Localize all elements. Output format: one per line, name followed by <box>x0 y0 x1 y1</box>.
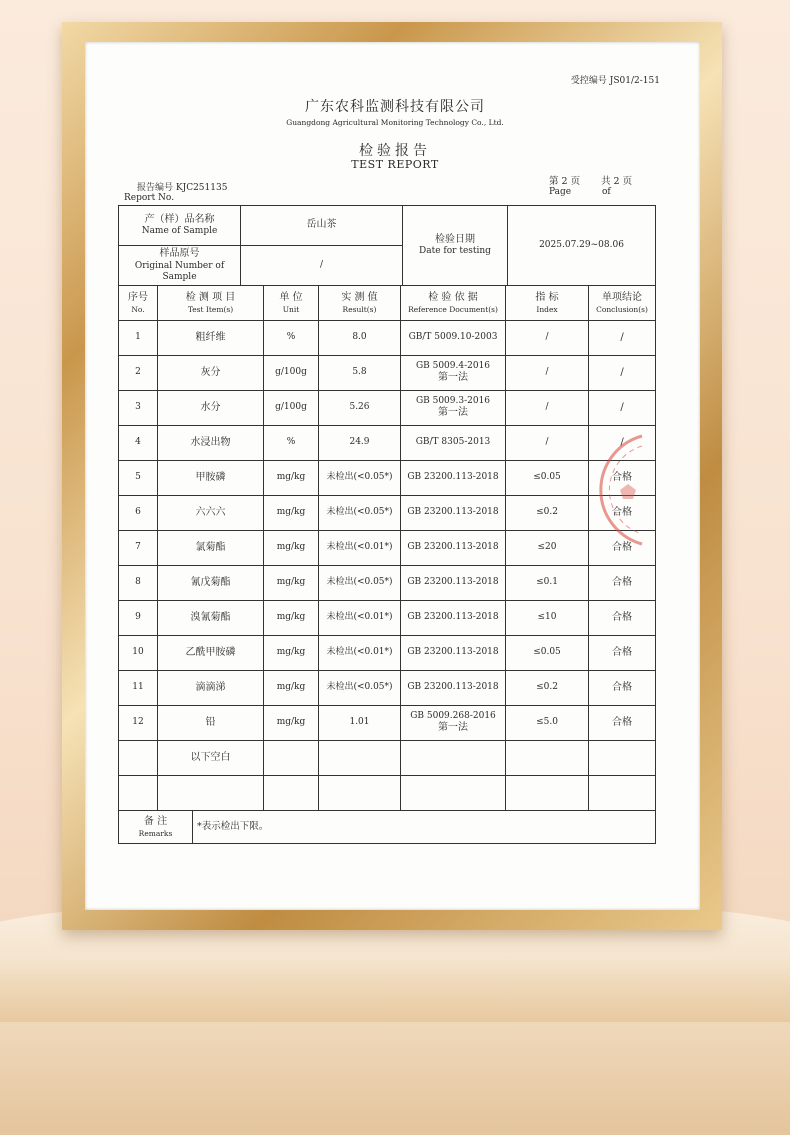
conclusion: / <box>589 426 656 461</box>
conclusion: / <box>589 391 656 426</box>
report-title-en: TEST REPORT <box>351 158 439 171</box>
conclusion: 合格 <box>589 461 656 496</box>
page-total-cn: 共 2 页 <box>601 176 633 187</box>
empty-cell <box>506 741 589 776</box>
test-item: 灰分 <box>158 356 264 391</box>
table-row <box>119 566 656 601</box>
row-no: 5 <box>119 461 158 496</box>
row-no: 10 <box>119 636 158 671</box>
remarks-label: 备 注 Remarks <box>119 811 193 844</box>
reference-doc-line1: GB 23200.113-2018 <box>407 612 499 623</box>
header-unit: 单 位 Unit <box>264 286 319 321</box>
result: 未检出(<0.05*) <box>319 566 401 601</box>
blank-note: 以下空白 <box>158 741 264 776</box>
unit: mg/kg <box>264 706 319 741</box>
row-no: 3 <box>119 391 158 426</box>
test-item: 粗纤维 <box>158 321 264 356</box>
header-index: 指 标 Index <box>506 286 589 321</box>
row-no: 2 <box>119 356 158 391</box>
table-row <box>119 636 656 671</box>
test-item: 氰戊菊酯 <box>158 566 264 601</box>
reference-doc-line1: GB 23200.113-2018 <box>407 472 499 483</box>
red-seal-stamp <box>580 430 660 550</box>
test-item: 铅 <box>158 706 264 741</box>
unit: g/100g <box>264 356 319 391</box>
index: ≤10 <box>506 601 589 636</box>
row-no: 9 <box>119 601 158 636</box>
row-no: 1 <box>119 321 158 356</box>
reference-doc-line1: GB 23200.113-2018 <box>407 542 499 553</box>
test-item: 甲胺磷 <box>158 461 264 496</box>
conclusion: / <box>589 356 656 391</box>
unit: mg/kg <box>264 671 319 706</box>
table-row <box>119 321 656 356</box>
index: ≤0.2 <box>506 671 589 706</box>
empty-cell <box>264 776 319 811</box>
reference-doc-line2: 第一法 <box>438 722 468 734</box>
conclusion: 合格 <box>589 671 656 706</box>
conclusion: 合格 <box>589 566 656 601</box>
empty-cell <box>158 776 264 811</box>
unit: % <box>264 426 319 461</box>
result: 未检出(<0.05*) <box>319 671 401 706</box>
reference-doc-line1: GB/T 5009.10-2003 <box>408 332 498 343</box>
result: 未检出(<0.05*) <box>319 461 401 496</box>
reference-doc-line2: 第一法 <box>438 407 468 419</box>
index: / <box>506 356 589 391</box>
result: 5.26 <box>319 391 401 426</box>
reference-doc <box>401 461 506 496</box>
reference-doc <box>401 356 506 391</box>
page-label-en: Page <box>549 187 572 197</box>
test-item: 乙酰甲胺磷 <box>158 636 264 671</box>
index: ≤0.05 <box>506 636 589 671</box>
table-row <box>119 496 656 531</box>
empty-cell <box>319 741 401 776</box>
original-number-value: / <box>241 246 403 286</box>
reference-doc <box>401 601 506 636</box>
reference-doc <box>401 391 506 426</box>
unit: mg/kg <box>264 531 319 566</box>
header-no: 序号 No. <box>119 286 158 321</box>
empty-cell <box>319 776 401 811</box>
result: 未检出(<0.01*) <box>319 636 401 671</box>
remarks-text: *表示检出下限。 <box>193 811 656 844</box>
conclusion: 合格 <box>589 636 656 671</box>
remarks-table <box>118 810 656 844</box>
test-item: 水浸出物 <box>158 426 264 461</box>
table-row <box>119 356 656 391</box>
table-row <box>119 601 656 636</box>
empty-cell <box>119 776 158 811</box>
reference-doc-line1: GB 23200.113-2018 <box>407 647 499 658</box>
report-number: 报告编号 KJC251135 <box>137 183 228 193</box>
sample-info-table <box>118 205 656 286</box>
reference-doc <box>401 426 506 461</box>
reference-doc-line2: 第一法 <box>438 372 468 384</box>
index: / <box>506 391 589 426</box>
result: 未检出(<0.05*) <box>319 496 401 531</box>
report-title-cn: 检验报告 <box>359 143 431 159</box>
index: ≤20 <box>506 531 589 566</box>
reference-doc <box>401 496 506 531</box>
reference-doc-line1: GB 23200.113-2018 <box>407 507 499 518</box>
unit: mg/kg <box>264 566 319 601</box>
reference-doc-line1: GB 23200.113-2018 <box>407 577 499 588</box>
conclusion: / <box>589 321 656 356</box>
conclusion: 合格 <box>589 496 656 531</box>
row-no: 12 <box>119 706 158 741</box>
unit: % <box>264 321 319 356</box>
test-item: 滴滴涕 <box>158 671 264 706</box>
empty-cell <box>401 776 506 811</box>
empty-cell <box>589 776 656 811</box>
reference-doc <box>401 321 506 356</box>
table-row <box>119 426 656 461</box>
empty-cell <box>119 741 158 776</box>
reference-doc-line1: GB 5009.4-2016 <box>415 361 491 372</box>
result: 5.8 <box>319 356 401 391</box>
table-row <box>119 391 656 426</box>
control-number: 受控编号 JS01/2-151 <box>570 76 660 86</box>
test-item: 氯菊酯 <box>158 531 264 566</box>
page-of-en: of <box>602 187 611 197</box>
index: ≤5.0 <box>506 706 589 741</box>
reference-doc <box>401 636 506 671</box>
reference-doc-line1: GB/T 8305-2013 <box>415 437 491 448</box>
conclusion: 合格 <box>589 601 656 636</box>
empty-cell <box>506 776 589 811</box>
header-reference: 检 验 依 据 Reference Document(s) <box>401 286 506 321</box>
report-number-label-en: Report No. <box>124 193 175 203</box>
unit: mg/kg <box>264 601 319 636</box>
reference-doc-line1: GB 5009.268-2016 <box>410 711 496 722</box>
result: 未检出(<0.01*) <box>319 531 401 566</box>
index: ≤0.1 <box>506 566 589 601</box>
test-item: 六六六 <box>158 496 264 531</box>
blank-note-row <box>119 741 656 776</box>
header-result: 实 测 值 Result(s) <box>319 286 401 321</box>
company-name-cn: 广东农科监测科技有限公司 <box>305 99 485 115</box>
table-row <box>119 531 656 566</box>
unit: g/100g <box>264 391 319 426</box>
unit: mg/kg <box>264 636 319 671</box>
reference-doc-line1: GB 5009.3-2016 <box>415 396 491 407</box>
reference-doc <box>401 566 506 601</box>
reference-doc-line1: GB 23200.113-2018 <box>407 682 499 693</box>
index: / <box>506 426 589 461</box>
conclusion: 合格 <box>589 706 656 741</box>
test-item: 水分 <box>158 391 264 426</box>
row-no: 7 <box>119 531 158 566</box>
row-no: 11 <box>119 671 158 706</box>
index: ≤0.05 <box>506 461 589 496</box>
row-no: 8 <box>119 566 158 601</box>
sample-name-value: 岳山茶 <box>241 206 403 246</box>
unit: mg/kg <box>264 461 319 496</box>
reference-doc <box>401 531 506 566</box>
result: 8.0 <box>319 321 401 356</box>
reference-doc <box>401 706 506 741</box>
unit: mg/kg <box>264 496 319 531</box>
original-number-label: 样品原号 Original Number of Sample <box>119 246 241 286</box>
table-row <box>119 706 656 741</box>
pedestal-edge <box>0 960 790 1022</box>
result: 未检出(<0.01*) <box>319 601 401 636</box>
row-no: 6 <box>119 496 158 531</box>
row-no: 4 <box>119 426 158 461</box>
test-date-value: 2025.07.29~08.06 <box>508 206 656 286</box>
results-table <box>118 285 656 811</box>
table-row <box>119 461 656 496</box>
test-item: 溴氰菊酯 <box>158 601 264 636</box>
conclusion: 合格 <box>589 531 656 566</box>
sample-name-label: 产（样）品名称 Name of Sample <box>119 206 241 246</box>
empty-cell <box>264 741 319 776</box>
test-date-label: 检验日期 Date for testing <box>403 206 508 286</box>
empty-cell <box>401 741 506 776</box>
page-number-cn: 第 2 页 <box>549 176 581 187</box>
header-conclusion: 单项结论 Conclusion(s) <box>589 286 656 321</box>
index: ≤0.2 <box>506 496 589 531</box>
company-name-en: Guangdong Agricultural Monitoring Technology Co., Ltd. <box>286 118 504 127</box>
result: 24.9 <box>319 426 401 461</box>
result: 1.01 <box>319 706 401 741</box>
reference-doc <box>401 671 506 706</box>
header-item: 检 测 项 目 Test Item(s) <box>158 286 264 321</box>
empty-row <box>119 776 656 811</box>
empty-cell <box>589 741 656 776</box>
table-row <box>119 671 656 706</box>
table-header-row <box>119 286 656 321</box>
index: / <box>506 321 589 356</box>
